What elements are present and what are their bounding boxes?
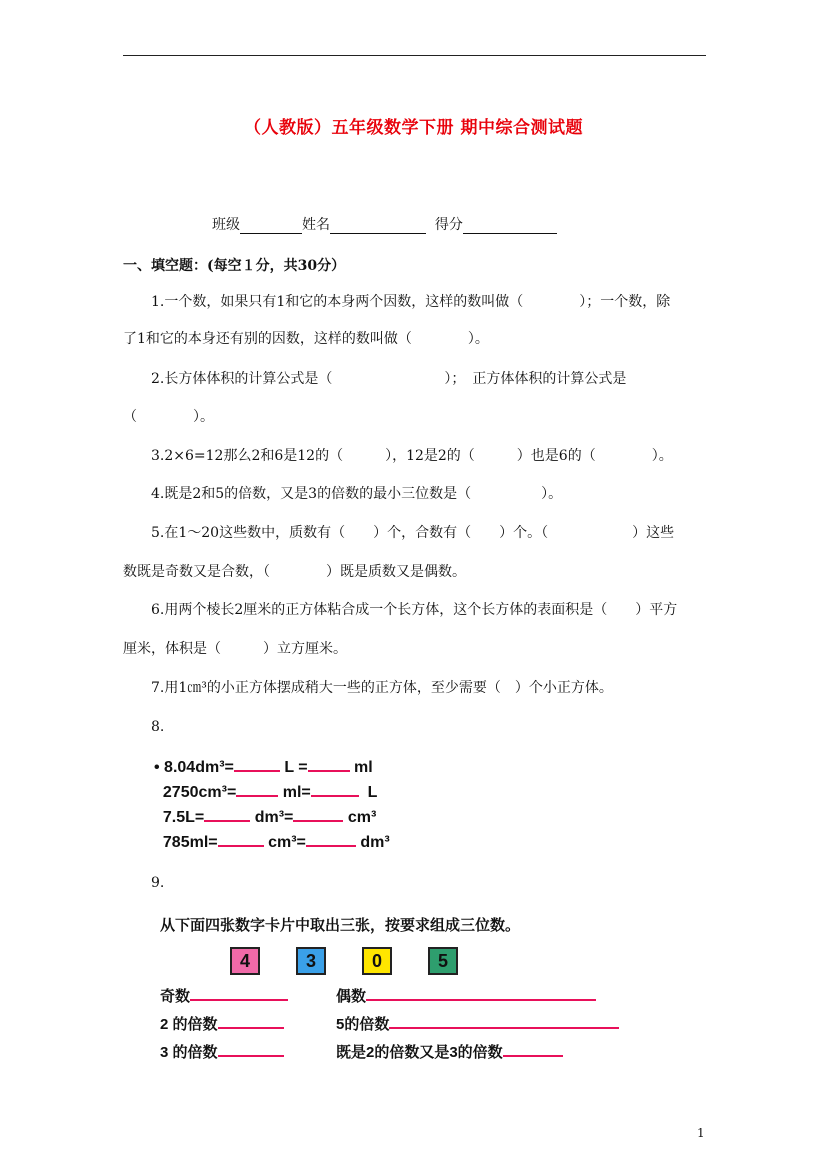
question-8-label: 8. bbox=[151, 719, 165, 735]
conversion-row: 2750cm³= ml= L bbox=[162, 784, 378, 801]
question-2-line-1: 2.长方体体积的计算公式是（ ）； 正方体体积的计算公式是 bbox=[151, 371, 627, 387]
question-4: 4.既是2和5的倍数，又是3的倍数的最小三位数是（ ）。 bbox=[151, 486, 563, 502]
question-2-line-2: （ ）。 bbox=[123, 409, 214, 425]
page-title: （人教版）五年级数学下册 期中综合测试题 bbox=[244, 118, 583, 138]
unit-conversion-image bbox=[154, 755, 444, 855]
student-info-line bbox=[212, 214, 557, 234]
conversion-row: 785ml= cm³= dm³ bbox=[162, 834, 390, 851]
question-1-line-2: 了1和它的本身还有别的因数，这样的数叫做（ ）。 bbox=[123, 331, 489, 347]
question-7: 7.用1㎝³的小正方体摆成稍大一些的正方体，至少需要（ ）个小正方体。 bbox=[151, 680, 613, 696]
class-label: 班级 bbox=[212, 217, 240, 233]
question-6-line-2: 厘米，体积是（ ）立方厘米。 bbox=[123, 641, 347, 657]
page-number: 1 bbox=[697, 1126, 705, 1140]
digit-card: 5 bbox=[428, 947, 458, 975]
section-heading: 一、填空题：(每空１分，共30分） bbox=[123, 258, 346, 274]
digit-card: 3 bbox=[296, 947, 326, 975]
name-blank bbox=[330, 217, 426, 234]
conversion-row: 7.5L= dm³= cm³ bbox=[162, 809, 377, 826]
digit-card: 0 bbox=[362, 947, 392, 975]
name-label: 姓名 bbox=[302, 217, 330, 233]
question-6-line-1: 6.用两个棱长2厘米的正方体粘合成一个长方体，这个长方体的表面积是（ ）平方 bbox=[151, 602, 678, 618]
answer-row: 奇数 偶数 bbox=[160, 983, 610, 1011]
question-1-line-1: 1.一个数，如果只有1和它的本身两个因数，这样的数叫做（ ）；一个数，除 bbox=[151, 294, 671, 310]
digit-cards-image bbox=[160, 915, 610, 1067]
class-blank bbox=[240, 217, 302, 234]
score-label: 得分 bbox=[434, 217, 463, 233]
digit-cards bbox=[230, 947, 610, 983]
score-blank bbox=[463, 217, 557, 234]
header-rule bbox=[123, 55, 706, 56]
answer-row: 2 的倍数 5的倍数 bbox=[160, 1011, 610, 1039]
answer-row: 3 的倍数 既是2的倍数又是3的倍数 bbox=[160, 1039, 610, 1067]
card-instruction: 从下面四张数字卡片中取出三张，按要求组成三位数。 bbox=[160, 917, 521, 934]
digit-card: 4 bbox=[230, 947, 260, 975]
question-9-label: 9. bbox=[151, 875, 165, 891]
question-3: 3.2×6=12那么2和6是12的（ ），12是2的（ ）也是6的（ ）。 bbox=[151, 448, 673, 464]
question-5-line-1: 5.在1～20这些数中，质数有（ ）个，合数有（ ）个。（ ）这些 bbox=[151, 525, 675, 541]
question-5-line-2: 数既是奇数又是合数，（ ）既是质数又是偶数。 bbox=[123, 564, 466, 580]
conversion-row: • 8.04dm³= L = ml bbox=[154, 759, 373, 776]
